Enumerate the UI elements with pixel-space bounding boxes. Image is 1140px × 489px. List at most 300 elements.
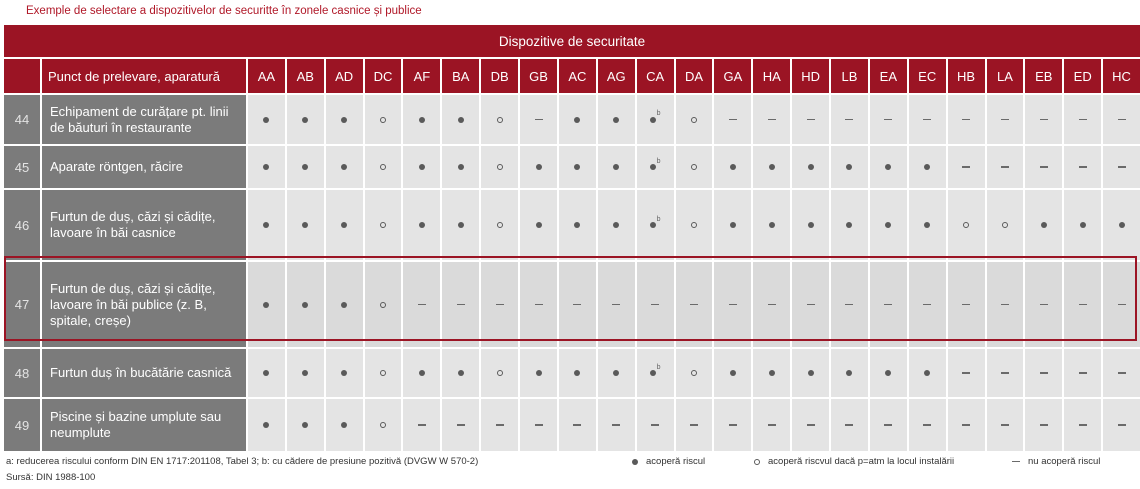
filled-dot-icon	[650, 222, 656, 228]
table-cell	[598, 190, 635, 260]
column-header: AF	[403, 59, 440, 93]
row-label: Aparate röntgen, răcire	[42, 146, 246, 188]
table-cell	[714, 95, 751, 144]
dash-icon	[535, 304, 543, 305]
dash-icon	[962, 119, 970, 120]
dash-icon	[884, 119, 892, 120]
filled-dot-icon	[419, 370, 425, 376]
filled-dot-icon	[808, 222, 814, 228]
table-cell	[948, 190, 985, 260]
dash-icon	[729, 424, 737, 425]
hollow-circle-icon	[691, 370, 697, 376]
table-cell	[714, 146, 751, 188]
filled-dot-icon	[769, 370, 775, 376]
table-cell	[753, 95, 790, 144]
table-cell	[1064, 399, 1101, 451]
table-cell	[1103, 146, 1140, 188]
filled-dot-icon	[458, 222, 464, 228]
filled-dot-icon	[536, 164, 542, 170]
dash-icon	[1001, 372, 1009, 373]
table-cell	[326, 399, 363, 451]
table-cell	[442, 399, 479, 451]
table-cell	[676, 146, 713, 188]
filled-dot-icon	[419, 117, 425, 123]
table-cell	[520, 146, 557, 188]
dash-icon	[1040, 166, 1048, 167]
row-number: 47	[4, 262, 40, 347]
table-cell	[442, 146, 479, 188]
header-number-cell	[4, 59, 40, 93]
dash-icon	[496, 304, 504, 305]
hollow-circle-icon	[963, 222, 969, 228]
filled-dot-icon	[574, 117, 580, 123]
dash-icon	[457, 424, 465, 425]
table-cell	[481, 146, 518, 188]
filled-dot-icon	[613, 164, 619, 170]
table-cell	[637, 262, 674, 347]
dash-icon	[535, 424, 543, 425]
table-cell	[481, 190, 518, 260]
table-cell	[559, 95, 596, 144]
table-cell	[287, 399, 324, 451]
dash-icon	[573, 424, 581, 425]
dash-icon	[1040, 304, 1048, 305]
table-cell	[365, 399, 402, 451]
table-cell	[753, 399, 790, 451]
column-header: ED	[1064, 59, 1101, 93]
table-cell	[987, 349, 1024, 397]
filled-dot-icon	[341, 422, 347, 428]
table-cell	[248, 95, 285, 144]
filled-dot-icon	[650, 117, 656, 123]
table-cell	[831, 262, 868, 347]
table-cell	[520, 190, 557, 260]
footnote: a: reducerea riscului conform DIN EN 1717:201108, Tabel 3; b: cu cădere de presiune pozitivă (DVGW W 570-2)	[6, 456, 479, 467]
table-cell	[403, 190, 440, 260]
column-header: AA	[248, 59, 285, 93]
filled-dot-icon	[613, 370, 619, 376]
table-cell	[598, 95, 635, 144]
table-cell	[442, 262, 479, 347]
dash-icon	[1001, 304, 1009, 305]
table-cell	[637, 95, 674, 144]
table-cell	[831, 146, 868, 188]
dash-icon	[651, 304, 659, 305]
dash-icon	[535, 119, 543, 120]
table-cell	[637, 349, 674, 397]
hollow-circle-icon	[497, 370, 503, 376]
table-cell	[442, 95, 479, 144]
table-cell	[870, 262, 907, 347]
table-cell	[987, 262, 1024, 347]
filled-dot-icon	[613, 222, 619, 228]
filled-dot-icon	[341, 370, 347, 376]
table-cell	[520, 349, 557, 397]
table-cell	[987, 95, 1024, 144]
dash-icon	[457, 304, 465, 305]
footnote-marker: b	[656, 157, 661, 165]
filled-dot-icon	[458, 117, 464, 123]
source-note: Sursă: DIN 1988-100	[6, 472, 96, 483]
table-cell	[481, 262, 518, 347]
table-cell	[326, 190, 363, 260]
table-cell	[909, 146, 946, 188]
filled-dot-icon	[574, 222, 580, 228]
dash-icon	[612, 424, 620, 425]
filled-dot-icon	[650, 370, 656, 376]
filled-dot-icon	[924, 370, 930, 376]
table-cell	[248, 190, 285, 260]
hollow-circle-icon	[497, 117, 503, 123]
filled-dot-icon	[1080, 222, 1086, 228]
filled-dot-icon	[302, 370, 308, 376]
table-cell	[714, 262, 751, 347]
dash-icon	[807, 304, 815, 305]
table-cell	[792, 399, 829, 451]
table-cell	[948, 399, 985, 451]
table-cell	[326, 349, 363, 397]
filled-dot-icon	[885, 164, 891, 170]
dash-icon	[1040, 424, 1048, 425]
dash-icon	[1040, 119, 1048, 120]
page-title: Exemple de selectare a dispozitivelor de securitte în zonele casnice și publice	[26, 5, 422, 17]
row-label: Echipament de curățare pt. linii de băuturi în restaurante	[42, 95, 246, 144]
table-cell	[248, 399, 285, 451]
dash-icon	[845, 304, 853, 305]
table-cell	[753, 349, 790, 397]
table-cell	[287, 146, 324, 188]
table-cell	[676, 262, 713, 347]
table-cell	[714, 190, 751, 260]
filled-dot-icon	[302, 422, 308, 428]
table-cell	[326, 262, 363, 347]
dash-icon	[1118, 304, 1126, 305]
dash-icon	[1118, 119, 1126, 120]
filled-dot-icon	[574, 370, 580, 376]
table-cell	[481, 95, 518, 144]
security-devices-table	[4, 25, 1140, 451]
table-cell	[909, 190, 946, 260]
table-cell	[870, 349, 907, 397]
table-cell	[520, 399, 557, 451]
table-cell	[987, 399, 1024, 451]
table-cell	[1103, 399, 1140, 451]
column-header: EB	[1025, 59, 1062, 93]
filled-dot-icon	[458, 164, 464, 170]
dash-icon	[1079, 304, 1087, 305]
hollow-circle-icon	[691, 164, 697, 170]
dash-icon	[496, 424, 504, 425]
row-number: 49	[4, 399, 40, 451]
dash-icon	[612, 304, 620, 305]
filled-dot-icon	[632, 459, 638, 465]
table-cell	[365, 190, 402, 260]
column-header: DB	[481, 59, 518, 93]
dash-icon	[807, 424, 815, 425]
legend-covers-risk-label: acoperă riscul	[646, 456, 706, 467]
filled-dot-icon	[341, 164, 347, 170]
table-cell	[365, 95, 402, 144]
table-cell	[792, 95, 829, 144]
table-cell	[909, 95, 946, 144]
dash-icon	[1012, 461, 1020, 462]
column-header: EA	[870, 59, 907, 93]
filled-dot-icon	[650, 164, 656, 170]
filled-dot-icon	[302, 117, 308, 123]
table-cell	[1025, 146, 1062, 188]
table-cell	[753, 262, 790, 347]
dash-icon	[1001, 166, 1009, 167]
dash-icon	[1079, 424, 1087, 425]
filled-dot-icon	[885, 222, 891, 228]
dash-icon	[962, 372, 970, 373]
row-label: Piscine și bazine umplute sau neumplute	[42, 399, 246, 451]
table-cell	[714, 399, 751, 451]
table-cell	[481, 399, 518, 451]
filled-dot-icon	[458, 370, 464, 376]
filled-dot-icon	[769, 164, 775, 170]
footnote-marker: b	[656, 215, 661, 223]
table-cell	[287, 190, 324, 260]
hollow-circle-icon	[380, 422, 386, 428]
column-header: AD	[326, 59, 363, 93]
hollow-circle-icon	[691, 222, 697, 228]
footnote-marker: b	[656, 363, 661, 371]
column-header: DC	[365, 59, 402, 93]
dash-icon	[807, 119, 815, 120]
filled-dot-icon	[263, 302, 269, 308]
filled-dot-icon	[730, 370, 736, 376]
table-cell	[1064, 349, 1101, 397]
table-cell	[598, 146, 635, 188]
table-cell	[637, 399, 674, 451]
table-cell	[1025, 349, 1062, 397]
dash-icon	[1118, 424, 1126, 425]
dash-icon	[962, 166, 970, 167]
table-cell	[559, 262, 596, 347]
hollow-circle-icon	[380, 164, 386, 170]
table-cell	[948, 262, 985, 347]
table-cell	[753, 146, 790, 188]
column-header: DA	[676, 59, 713, 93]
table-cell	[792, 262, 829, 347]
filled-dot-icon	[341, 117, 347, 123]
hollow-circle-icon	[380, 117, 386, 123]
table-cell	[326, 95, 363, 144]
dash-icon	[418, 304, 426, 305]
table-cell	[753, 190, 790, 260]
table-cell	[403, 399, 440, 451]
legend-covers-risk-atm	[754, 456, 954, 467]
hollow-circle-icon	[1002, 222, 1008, 228]
table-cell	[248, 262, 285, 347]
filled-dot-icon	[846, 164, 852, 170]
table-cell	[598, 399, 635, 451]
table-cell	[870, 95, 907, 144]
table-cell	[1025, 262, 1062, 347]
filled-dot-icon	[263, 370, 269, 376]
filled-dot-icon	[419, 164, 425, 170]
filled-dot-icon	[924, 164, 930, 170]
table-cell	[870, 146, 907, 188]
table-cell	[1064, 190, 1101, 260]
table-cell	[365, 349, 402, 397]
table-cell	[442, 190, 479, 260]
filled-dot-icon	[846, 222, 852, 228]
filled-dot-icon	[574, 164, 580, 170]
row-label: Furtun duș în bucătărie casnică	[42, 349, 246, 397]
dash-icon	[1079, 372, 1087, 373]
table-cell	[403, 349, 440, 397]
table-cell	[676, 190, 713, 260]
table-cell	[1064, 95, 1101, 144]
table-cell	[403, 95, 440, 144]
column-header: AC	[559, 59, 596, 93]
table-cell	[598, 349, 635, 397]
filled-dot-icon	[613, 117, 619, 123]
table-cell	[442, 349, 479, 397]
table-cell	[637, 190, 674, 260]
column-header: HC	[1103, 59, 1140, 93]
table-cell	[676, 399, 713, 451]
dash-icon	[1118, 166, 1126, 167]
table-cell	[403, 262, 440, 347]
table-cell	[676, 95, 713, 144]
dash-icon	[884, 424, 892, 425]
legend-covers-risk	[632, 456, 705, 467]
table-cell	[1103, 262, 1140, 347]
hollow-circle-icon	[497, 222, 503, 228]
table-cell	[598, 262, 635, 347]
table-cell	[287, 262, 324, 347]
row-number: 44	[4, 95, 40, 144]
dash-icon	[962, 424, 970, 425]
filled-dot-icon	[885, 370, 891, 376]
hollow-circle-icon	[691, 117, 697, 123]
dash-icon	[845, 424, 853, 425]
filled-dot-icon	[302, 222, 308, 228]
filled-dot-icon	[302, 164, 308, 170]
table-cell	[1103, 349, 1140, 397]
column-header: LA	[987, 59, 1024, 93]
table-cell	[287, 349, 324, 397]
table-cell	[559, 146, 596, 188]
table-cell	[1025, 190, 1062, 260]
legend-no-risk-label: nu acoperă riscul	[1028, 456, 1101, 467]
table-cell	[831, 399, 868, 451]
table-cell	[714, 349, 751, 397]
dash-icon	[418, 424, 426, 425]
filled-dot-icon	[263, 117, 269, 123]
column-header: GA	[714, 59, 751, 93]
filled-dot-icon	[263, 422, 269, 428]
table-cell	[870, 399, 907, 451]
column-header: EC	[909, 59, 946, 93]
dash-icon	[1001, 119, 1009, 120]
dash-icon	[729, 304, 737, 305]
hollow-circle-icon	[497, 164, 503, 170]
dash-icon	[573, 304, 581, 305]
dash-icon	[1079, 119, 1087, 120]
row-label: Furtun de duș, căzi și cădițe, lavoare în băi casnice	[42, 190, 246, 260]
table-cell	[676, 349, 713, 397]
table-cell	[403, 146, 440, 188]
filled-dot-icon	[808, 370, 814, 376]
table-cell	[792, 349, 829, 397]
row-number: 48	[4, 349, 40, 397]
table-cell	[287, 95, 324, 144]
table-cell	[365, 146, 402, 188]
table-cell	[1064, 146, 1101, 188]
filled-dot-icon	[846, 370, 852, 376]
column-header: HD	[792, 59, 829, 93]
filled-dot-icon	[1041, 222, 1047, 228]
column-header: BA	[442, 59, 479, 93]
table-cell	[559, 399, 596, 451]
table-cell	[909, 399, 946, 451]
table-cell	[792, 190, 829, 260]
filled-dot-icon	[924, 222, 930, 228]
filled-dot-icon	[263, 222, 269, 228]
column-header: AB	[287, 59, 324, 93]
table-cell	[1025, 95, 1062, 144]
row-number: 46	[4, 190, 40, 260]
dash-icon	[690, 304, 698, 305]
header-label: Punct de prelevare, aparatură	[42, 59, 246, 93]
table-cell	[559, 190, 596, 260]
table-cell	[559, 349, 596, 397]
row-number: 45	[4, 146, 40, 188]
table-cell	[870, 190, 907, 260]
column-header: AG	[598, 59, 635, 93]
filled-dot-icon	[536, 222, 542, 228]
hollow-circle-icon	[754, 459, 760, 465]
table-cell	[831, 190, 868, 260]
dash-icon	[729, 119, 737, 120]
dash-icon	[923, 304, 931, 305]
column-header: HA	[753, 59, 790, 93]
table-cell	[831, 349, 868, 397]
column-header: GB	[520, 59, 557, 93]
table-cell	[1103, 190, 1140, 260]
filled-dot-icon	[1119, 222, 1125, 228]
legend-no-risk	[1012, 456, 1100, 467]
row-label: Furtun de duș, căzi și cădițe, lavoare în băi publice (z. B, spitale, creșe)	[42, 262, 246, 347]
table-cell	[481, 349, 518, 397]
filled-dot-icon	[730, 164, 736, 170]
filled-dot-icon	[341, 222, 347, 228]
column-header: CA	[637, 59, 674, 93]
dash-icon	[768, 119, 776, 120]
dash-icon	[768, 424, 776, 425]
table-cell	[326, 146, 363, 188]
filled-dot-icon	[302, 302, 308, 308]
dash-icon	[1001, 424, 1009, 425]
table-cell	[637, 146, 674, 188]
table-cell	[365, 262, 402, 347]
table-cell	[1064, 262, 1101, 347]
filled-dot-icon	[263, 164, 269, 170]
table-cell	[948, 146, 985, 188]
dash-icon	[768, 304, 776, 305]
hollow-circle-icon	[380, 370, 386, 376]
filled-dot-icon	[769, 222, 775, 228]
hollow-circle-icon	[380, 222, 386, 228]
dash-icon	[651, 424, 659, 425]
dash-icon	[1118, 372, 1126, 373]
table-cell	[909, 262, 946, 347]
table-cell	[987, 190, 1024, 260]
